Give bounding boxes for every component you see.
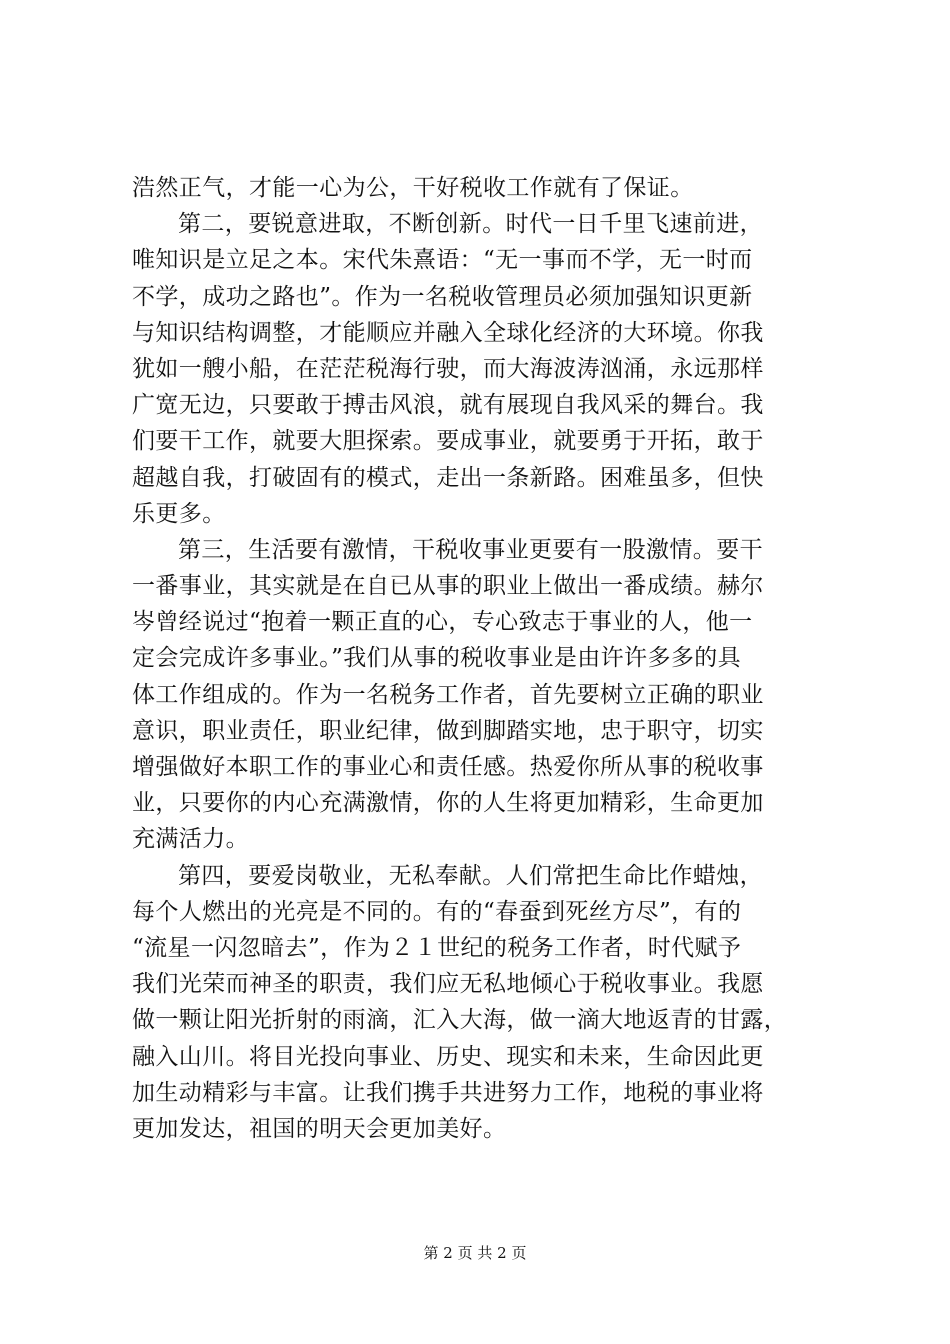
text-line: 加生动精彩与丰富。让我们携手共进努力工作，地税的事业将 [132,1079,764,1106]
document-body [132,170,828,1147]
text-line: 犹如一艘小船，在茫茫税海行驶，而大海波涛汹涌，永远那样 [132,355,764,382]
text-line: 与知识结构调整，才能顺应并融入全球化经济的大环境。你我 [132,319,764,346]
text-line: 体工作组成的。作为一名税务工作者，首先要树立正确的职业 [132,681,764,708]
page-number-footer: 第 2 页 共 2 页 [423,1244,527,1262]
paragraph-start-line: 第四，要爱岗敬业，无私奉献。人们常把生命比作蜡烛， [178,862,763,889]
text-line: 不学，成功之路也”。作为一名税收管理员必须加强知识更新 [132,283,753,310]
text-line: 充满活力。 [132,826,249,853]
text-line: 做一颗让阳光折射的雨滴，汇入大海，做一滴大地返青的甘露， [132,1007,788,1034]
text-line: 超越自我，打破固有的模式，走出一条新路。困难虽多，但快 [132,464,764,491]
text-line: 更加发达，祖国的明天会更加美好。 [132,1115,507,1142]
text-line: “流星一闪忽暗去”，作为２１世纪的税务工作者，时代赋予 [132,934,742,961]
paragraph-start-line: 第二，要锐意进取，不断创新。时代一日千里飞速前进， [178,211,763,238]
text-line: 意识，职业责任，职业纪律，做到脚踏实地，忠于职守，切实 [132,717,764,744]
text-line: 唯知识是立足之本。宋代朱熹语：“无一事而不学，无一时而 [132,247,753,274]
text-line: 定会完成许多事业。”我们从事的税收事业是由许许多多的具 [132,645,742,672]
text-line: 融入山川。将目光投向事业、历史、现实和未来，生命因此更 [132,1043,764,1070]
text-line: 一番事业，其实就是在自已从事的职业上做出一番成绩。赫尔 [132,573,764,600]
text-line: 们要干工作，就要大胆探索。要成事业，就要勇于开拓，敢于 [132,428,764,455]
text-line: 乐更多。 [132,500,226,527]
text-line: 浩然正气，才能一心为公，干好税收工作就有了保证。 [132,175,694,201]
text-line: 增强做好本职工作的事业心和责任感。热爱你所从事的税收事 [132,754,764,780]
paragraph-start-line: 第三，生活要有激情，干税收事业更要有一股激情。要干 [178,536,763,563]
text-line: 我们光荣而神圣的职责，我们应无私地倾心于税收事业。我愿 [132,971,764,998]
text-line: 岑曾经说过“抱着一颗正直的心，专心致志于事业的人，他一 [132,609,753,636]
text-line: 广宽无边，只要敢于搏击风浪，就有展现自我风采的舞台。我 [132,392,764,419]
text-line: 业，只要你的内心充满激情，你的人生将更加精彩，生命更加 [132,790,764,817]
text-line: 每个人燃出的光亮是不同的。有的“春蚕到死丝方尽”，有的 [132,898,742,925]
